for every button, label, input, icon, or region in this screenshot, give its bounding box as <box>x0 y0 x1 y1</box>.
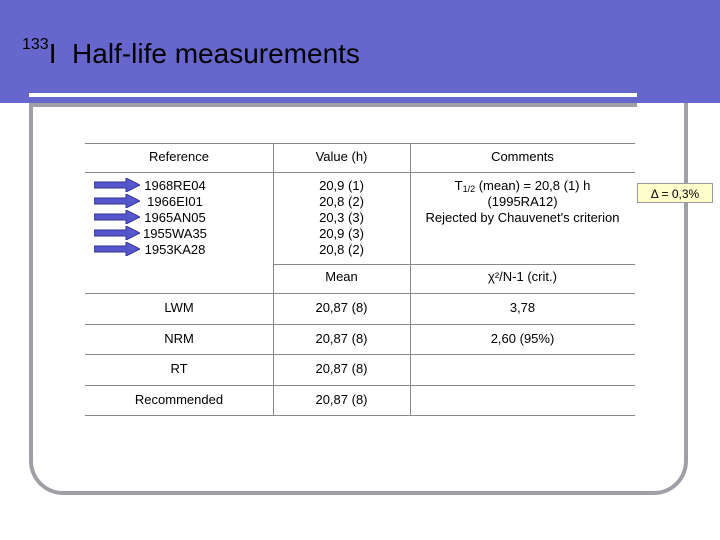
title-mass-number: 133 <box>22 36 49 53</box>
right-arrow-icon <box>94 194 140 208</box>
slide-title <box>22 38 360 70</box>
comment-block: T1/2 (mean) = 20,8 (1) h (1995RA12) Rejected by Chauvenet's criterion <box>410 178 635 226</box>
half-life-table <box>85 143 635 416</box>
method-chi: 2,60 (95%) <box>490 331 555 346</box>
reference-item: 1966EI01 <box>147 194 203 209</box>
value-item: 20,3 (3) <box>319 210 364 225</box>
method-label: Recommended <box>134 392 224 407</box>
header-value: Value (h) <box>315 149 368 164</box>
value-item: 20,9 (1) <box>319 178 364 193</box>
title-element: I <box>48 38 57 69</box>
method-value: 20,87 (8) <box>315 361 368 376</box>
method-value: 20,87 (8) <box>315 331 368 346</box>
value-item: 20,9 (3) <box>319 226 364 241</box>
method-label: NRM <box>164 331 194 346</box>
right-arrow-icon <box>94 242 140 256</box>
method-label: LWM <box>164 300 194 315</box>
method-value: 20,87 (8) <box>315 392 368 407</box>
value-item: 20,8 (2) <box>319 194 364 209</box>
value-list <box>273 178 410 258</box>
right-arrow-icon <box>94 226 140 240</box>
delta-note: Δ = 0,3% <box>637 183 713 203</box>
reference-item: 1965AN05 <box>144 210 206 225</box>
chi-label: χ²/N-1 (crit.) <box>488 269 557 284</box>
reference-item: 1968RE04 <box>144 178 206 193</box>
header-reference: Reference <box>149 149 209 164</box>
method-label: RT <box>170 361 188 376</box>
header-comments: Comments <box>491 149 554 164</box>
comment-rejected: Rejected by Chauvenet's criterion <box>425 210 620 225</box>
right-arrow-icon <box>94 178 140 192</box>
method-value: 20,87 (8) <box>315 300 368 315</box>
method-chi: 3,78 <box>509 300 536 315</box>
right-arrow-icon <box>94 210 140 224</box>
value-item: 20,8 (2) <box>319 242 364 257</box>
reference-item: 1953KA28 <box>144 242 206 257</box>
comment-source: (1995RA12) <box>487 194 558 209</box>
title-text: Half-life measurements <box>72 38 360 69</box>
mean-label: Mean <box>325 269 358 284</box>
title-underline <box>29 93 637 97</box>
subscript-half: 1/2 <box>462 184 476 194</box>
reference-item: 1955WA35 <box>143 226 207 241</box>
